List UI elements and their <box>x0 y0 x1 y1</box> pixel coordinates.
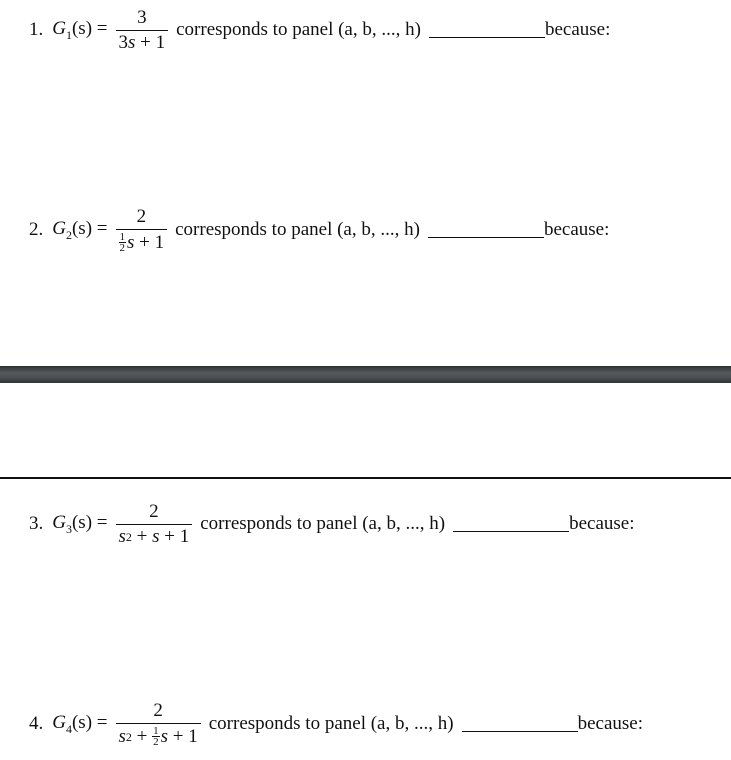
page-separator-line <box>0 477 731 479</box>
question-3 <box>0 494 731 554</box>
because-label: because: <box>544 19 611 40</box>
transfer-function-fraction: 2 s 2 + s + 1 <box>116 502 193 547</box>
transfer-function-label: $G_3(s)$ = <box>52 511 108 536</box>
page-separator-bar <box>0 366 731 383</box>
answer-blank[interactable] <box>429 23 545 38</box>
because-label: because: <box>543 219 610 240</box>
because-label: because: <box>577 713 643 734</box>
answer-blank[interactable] <box>453 517 569 532</box>
answer-blank[interactable] <box>462 717 578 732</box>
question-text: corresponds to panel (a, b, ..., h) <box>175 219 420 240</box>
transfer-function-label: $G_1(s)$ = <box>52 17 108 42</box>
answer-blank[interactable] <box>428 223 544 238</box>
question-number: 4. <box>29 713 44 734</box>
question-number: 2. <box>29 219 44 240</box>
question-2 <box>0 200 731 260</box>
transfer-function-label: $G_4(s)$ = <box>52 711 108 736</box>
because-label: because: <box>569 513 635 534</box>
transfer-function-fraction: 3 3 s + 1 <box>116 8 169 53</box>
question-text: corresponds to panel (a, b, ..., h) <box>200 513 446 534</box>
question-4 <box>0 694 731 754</box>
transfer-function-label: $G_2(s)$ = <box>52 217 108 242</box>
question-text: corresponds to panel (a, b, ..., h) <box>176 19 421 40</box>
question-number: 1. <box>29 19 44 40</box>
question-number: 3. <box>29 513 44 534</box>
transfer-function-fraction: 2 s 2 + $\frac{1}{2}$ s + 1 <box>116 701 201 747</box>
question-text: corresponds to panel (a, b, ..., h) <box>208 713 454 734</box>
transfer-function-fraction: 2 1 2 s + 1 <box>116 207 168 253</box>
question-1 <box>0 0 731 60</box>
